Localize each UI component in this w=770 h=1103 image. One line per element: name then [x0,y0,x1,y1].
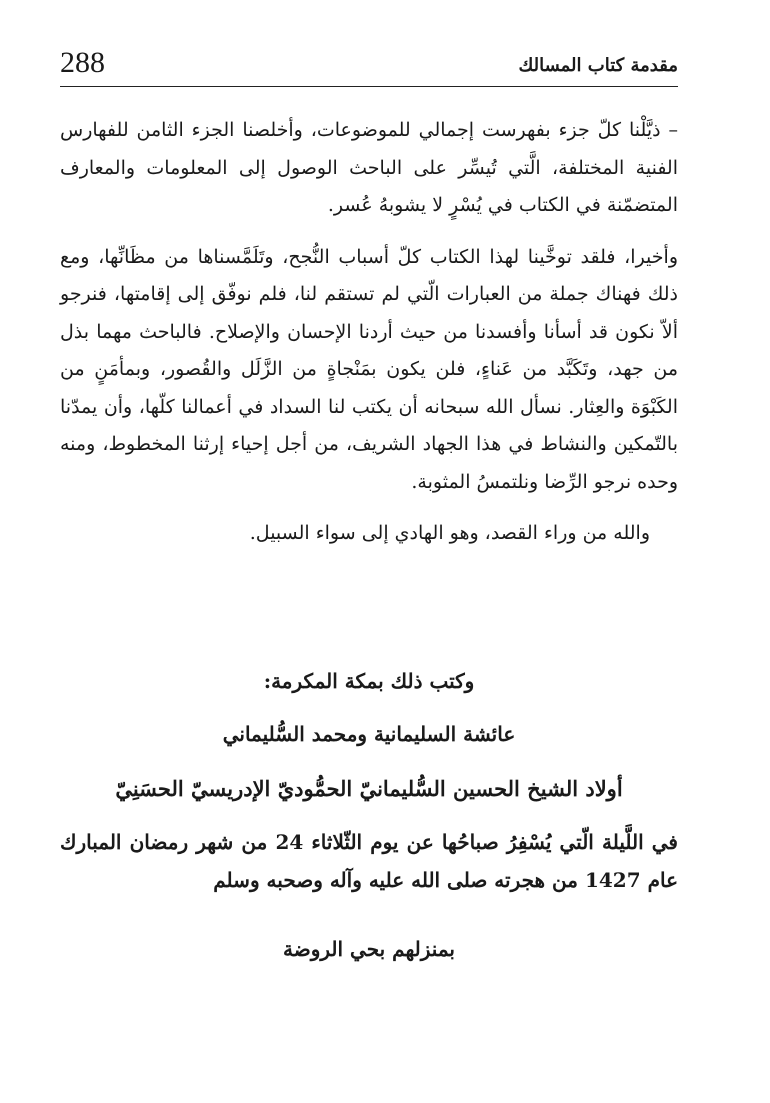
authors-names: عائشة السليمانية ومحمد السُّليماني [222,722,516,746]
running-title: مقدمة كتاب المسالك [518,55,678,76]
paragraph-indexes: – ذيَّلْنا كلّ جزء بفهرست إجمالي للموضوعات، وأخلصنا الجزء الثامن للفهارس الفنية المختلفة، الَّتي تُيسِّر على الباحث الوصول إلى المعلومات والمعارف المتضمّنة في الكتاب في يُسْرٍ لا يشوبهُ عُسر. [60,119,678,216]
body-text [60,112,678,567]
location-line: بمنزلهم بحي الروضة [283,937,455,961]
page-header [60,38,678,87]
page-number: 288 [60,46,105,79]
paragraph-conclusion: وأخيرا، فلقد توخَّينا لهذا الكتاب كلّ أسباب النُّجح، وتَلَمَّسناها من مظَانِّها، ومع ذلك فهناك جملة من العبارات الّتي لم تستقم لنا، فلم نوفّق إلى إقامتها، فنرجو ألاّ نكون قد أسأنا وأفسدنا من حيث أردنا الإحسان والإصلاح. فالباحث مهما بذل من جهد، وتَكَبَّد من عَناءٍ، فلن يكون بمَنْجاةٍ من الزَّلَل والقُصور، وبمأمَنٍ من الكَبْوَة والعِثار. نسأل الله سبحانه أن يكتب لنا السداد في أعمالنا كلّها، وأن يمدّنا بالتّمكين والنشاط في هذا الجهاد الشريف، من أجل إحياء إرثنا المخطوط، ومنه وحده نرجو الرِّضا ونلتمسُ المثوبة. [60,245,678,493]
signature-block [60,655,678,979]
date-line: في اللَّيلة الّتي يُسْفِرُ صباحُها عن يوم الثّلاثاء 24 من شهر رمضان المبارك عام 1427 من هجرته صلى الله عليه وآله وصحبه وسلم [60,830,678,892]
written-in-mecca: وكتب ذلك بمكة المكرمة: [263,669,475,693]
authors-lineage: أولاد الشيخ الحسين السُّليمانيّ الحمُّوديّ الإدريسيّ الحسَنِيّ [115,776,623,801]
paragraph-closing-prayer: والله من وراء القصد، وهو الهادي إلى سواء السبيل. [249,522,650,544]
